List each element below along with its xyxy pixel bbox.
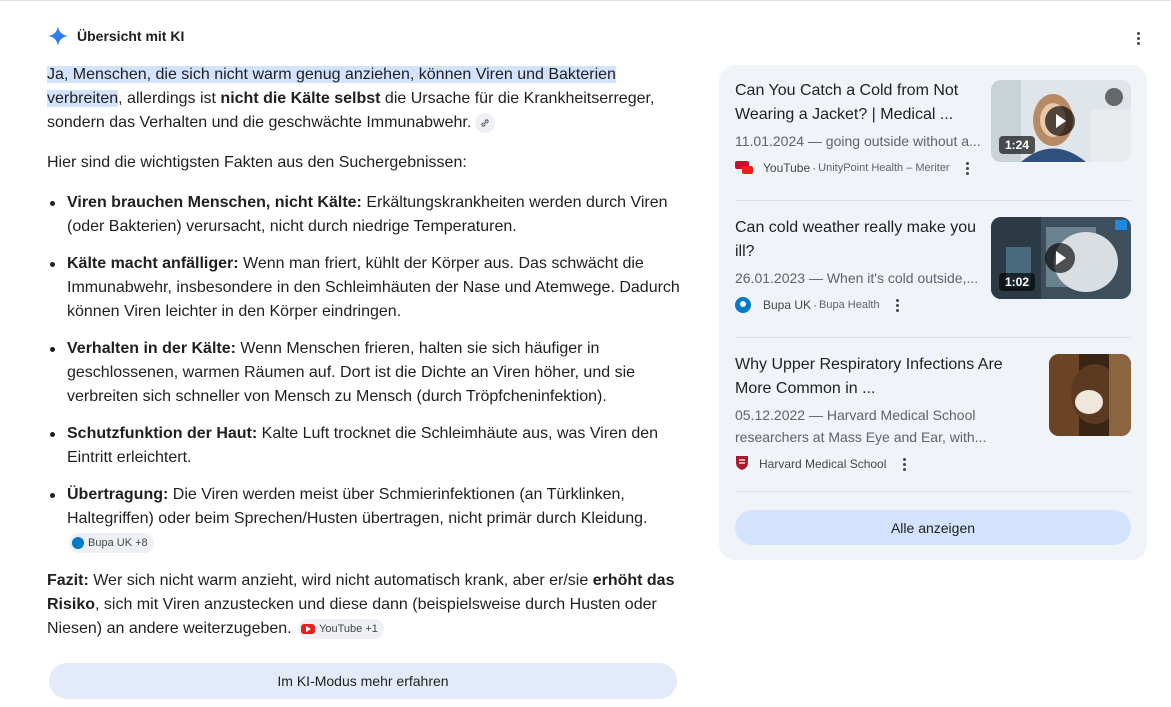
play-icon <box>1045 106 1075 136</box>
fazit: Fazit: Wer sich nicht warm anzieht, wird nicht automatisch krank, aber er/sie erhöht das Risiko, sich mit Viren anzustecken und diese dann (beispielsweise durch Husten oder Niesen) an andere weiterzugeben. YouTube +1 <box>47 572 675 637</box>
ai-mode-button[interactable]: Im KI-Modus mehr erfahren <box>49 663 677 699</box>
source-card[interactable] <box>735 339 1131 491</box>
video-thumbnail[interactable] <box>991 80 1131 162</box>
sources-panel <box>719 65 1147 560</box>
more-vert-icon[interactable] <box>958 158 978 178</box>
source-snippet: 11.01.2024 — going outside without a... <box>735 133 981 149</box>
list-item: Viren brauchen Menschen, nicht Kälte: Erkältungskrankheiten werden durch Viren (oder Bakterien) verursacht, nicht durch niedrige Temperaturen. <box>47 191 687 239</box>
bupa-logo-icon <box>735 296 755 314</box>
card-divider <box>735 200 1131 201</box>
ai-overview-header <box>47 24 184 48</box>
source-card[interactable] <box>735 65 1131 200</box>
more-vert-icon[interactable] <box>888 295 908 315</box>
source-title[interactable]: Can cold weather really make you ill? <box>735 219 977 260</box>
play-icon <box>1045 243 1075 273</box>
video-thumbnail[interactable] <box>991 217 1131 299</box>
answer-intro: Ja, Menschen, die sich nicht warm genug anziehen, können Viren und Bakterien verbreiten, allerdings ist nicht die Kälte selbst die Ursache für die Krankheitserreger, sondern das Verhalten und die geschwächte Immunabwehr. <box>47 66 655 131</box>
bupa-logo-icon <box>72 537 84 549</box>
source-snippet: 26.01.2023 — When it's cold outside,... <box>735 270 979 286</box>
source-chip-youtube[interactable]: YouTube +1 <box>298 619 384 639</box>
source-attribution: Bupa UK · Bupa Health <box>735 295 1131 315</box>
source-attribution: Harvard Medical School <box>735 454 1131 474</box>
facts-list <box>47 191 687 555</box>
source-card[interactable] <box>735 202 1131 337</box>
list-item: Übertragung: Die Viren werden meist über Schmierinfektionen (an Türklinken, Haltegriffen) oder beim Sprechen/Husten übertragen, nicht primär durch Kleidung. Bupa UK +8 <box>47 483 687 555</box>
video-duration: 1:24 <box>999 136 1035 154</box>
youtube-logo-icon <box>301 624 315 634</box>
list-item: Kälte macht anfälliger: Wenn man friert, kühlt der Körper aus. Das schwächt die Immunabwehr, insbesondere in den Schleimhäuten der Nase und Atemwege. Dadurch können Viren leichter in den Körper eindringen. <box>47 252 687 324</box>
link-icon[interactable] <box>475 113 495 133</box>
article-thumbnail[interactable] <box>1049 354 1131 436</box>
source-title[interactable]: Why Upper Respiratory Infections Are More Common in ... <box>735 356 1003 397</box>
ai-answer <box>47 63 687 657</box>
list-item: Schutzfunktion der Haut: Kalte Luft trocknet die Schleimhäute aus, was Viren den Eintritt erleichtert. <box>47 422 687 470</box>
harvard-shield-icon <box>735 455 751 473</box>
sparkle-icon <box>47 25 69 47</box>
video-duration: 1:02 <box>999 273 1035 291</box>
more-vert-icon[interactable] <box>894 454 914 474</box>
card-divider <box>735 337 1131 338</box>
source-chip-bupa[interactable]: Bupa UK +8 <box>69 533 154 553</box>
source-snippet: 05.12.2022 — Harvard Medical School researchers at Mass Eye and Ear, with... <box>735 407 987 445</box>
list-item: Verhalten in der Kälte: Wenn Menschen frieren, halten sie sich häufiger in geschlossenen, warmen Räumen auf. Dort ist die Dichte an Viren höher, und sie verbreiten sich schneller von Mensch zu Mensch (durch Tröpfcheninfektion). <box>47 337 687 409</box>
show-all-button[interactable]: Alle anzeigen <box>735 510 1131 545</box>
ai-overview-title: Übersicht mit KI <box>77 28 185 44</box>
top-divider <box>0 0 1171 1</box>
card-divider <box>735 491 1131 492</box>
expand-icon <box>1105 88 1123 106</box>
more-vert-icon[interactable] <box>1126 26 1150 50</box>
facts-intro: Hier sind die wichtigsten Fakten aus den Suchergebnissen: <box>47 154 467 171</box>
source-title[interactable]: Can You Catch a Cold from Not Wearing a Jacket? | Medical ... <box>735 82 959 123</box>
highlighted-answer: Ja, Menschen, die sich nicht warm genug anziehen, können Viren und Bakterien verbreiten <box>47 66 616 107</box>
unitypoint-logo-icon <box>735 159 755 177</box>
source-attribution: YouTube · UnityPoint Health – Meriter <box>735 158 1131 178</box>
